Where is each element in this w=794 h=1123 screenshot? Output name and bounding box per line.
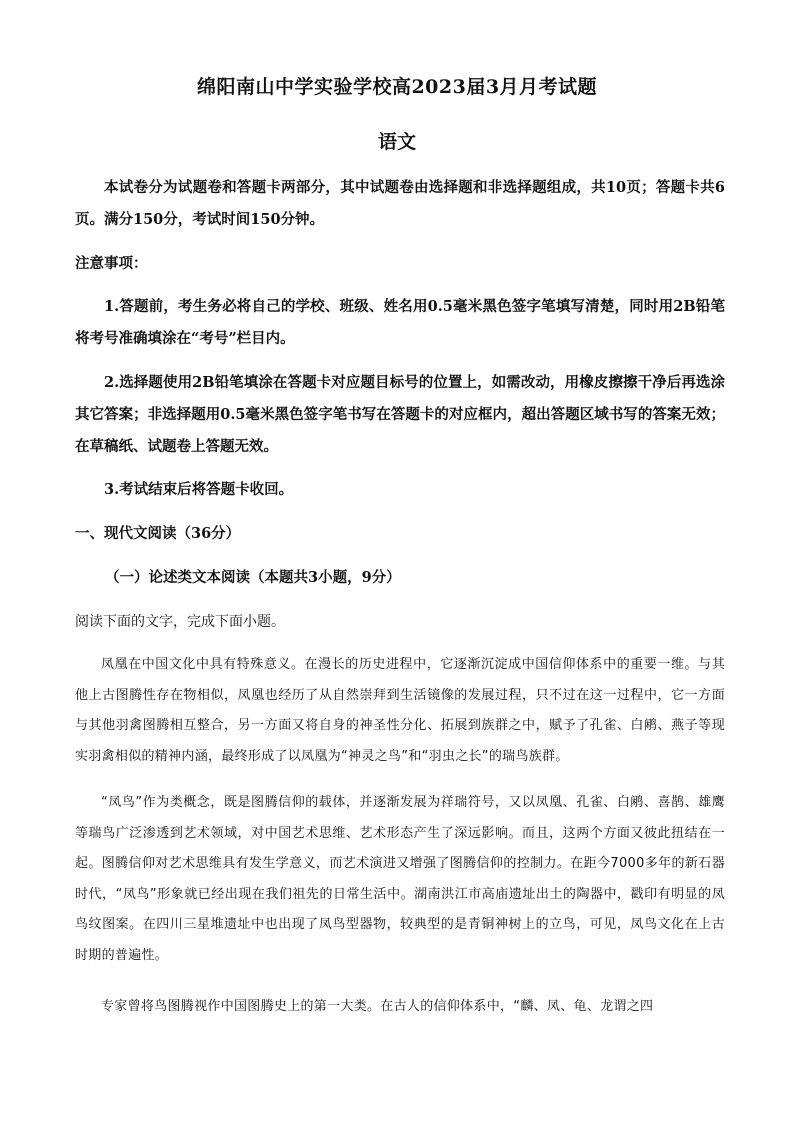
notice-item-1: 1.答题前，考生务必将自己的学校、班级、姓名用0.5毫米黑色签字笔填写清楚，同时用2B铅笔将考号准确填涂在“考号”栏目内。 — [75, 298, 725, 347]
notice-heading: 注意事项： — [75, 255, 148, 272]
reading-instruction: 阅读下面的文字，完成下面小题。 — [75, 614, 285, 630]
exam-title: 绵阳南山中学实验学校高2023届3月月考试题 — [196, 76, 598, 98]
passage-paragraph-2: “凤鸟”作为类概念，既是图腾信仰的载体，并逐渐发展为祥瑞符号，又以凤凰、孔雀、白鹇、喜鹊、雄鹰等瑞鸟广泛渗透到艺术领域，对中国艺术思维、艺术形态产生了深远影响。而且，这两个方面又彼此扭结在一起。图腾信仰对艺术思维具有发生学意义，而艺术演进又增强了图腾信仰的控制力。在距今7000多年的新石器时代，“凤鸟”形象就已经出现在我们祖先的日常生活中。湖南洪江市高庙遗址出土的陶器中，戳印有明显的凤鸟纹图案。在四川三星堆遗址中也出现了凤鸟型器物，较典型的是青铜神树上的立鸟，可见，凤鸟文化在上古时期的普遍性。 — [75, 795, 725, 963]
section-heading: 一、现代文阅读（36分） — [75, 525, 241, 542]
passage-paragraph-1: 凤凰在中国文化中具有特殊意义。在漫长的历史进程中，它逐渐沉淀成中国信仰体系中的重要一维。与其他上古图腾性存在物相似，凤凰也经历了从自然崇拜到生活镜像的发展过程，只不过在这一过程中，它一方面与其他羽禽图腾相互整合，另一方面又将自身的神圣性分化、拓展到族群之中，赋予了孔雀、白鹇、燕子等现实羽禽相似的精神内涵，最终形成了以凤凰为“神灵之鸟”和“羽虫之长”的瑞鸟族群。 — [75, 657, 725, 764]
notice-item-3: 3.考试结束后将答题卡收回。 — [104, 481, 294, 498]
intro-paragraph: 本试卷分为试题卷和答题卡两部分，其中试题卷由选择题和非选择题组成，共10页；答题卡共6页。满分150分，考试时间150分钟。 — [75, 179, 725, 228]
subsection-heading: （一）论述类文本阅读（本题共3小题，9分） — [105, 569, 401, 586]
notice-item-2: 2.选择题使用2B铅笔填涂在答题卡对应题目标号的位置上，如需改动，用橡皮擦擦干净后再选涂其它答案；非选择题用0.5毫米黑色签字笔书写在答题卡的对应框内，超出答题区域书写的答案无效；在草稿纸、试题卷上答题无效。 — [75, 374, 725, 455]
passage-paragraph-3: 专家曾将鸟图腾视作中国图腾史上的第一大类。在古人的信仰体系中，“麟、凤、龟、龙谓之四 — [101, 999, 654, 1014]
subject-title: 语文 — [377, 131, 416, 153]
